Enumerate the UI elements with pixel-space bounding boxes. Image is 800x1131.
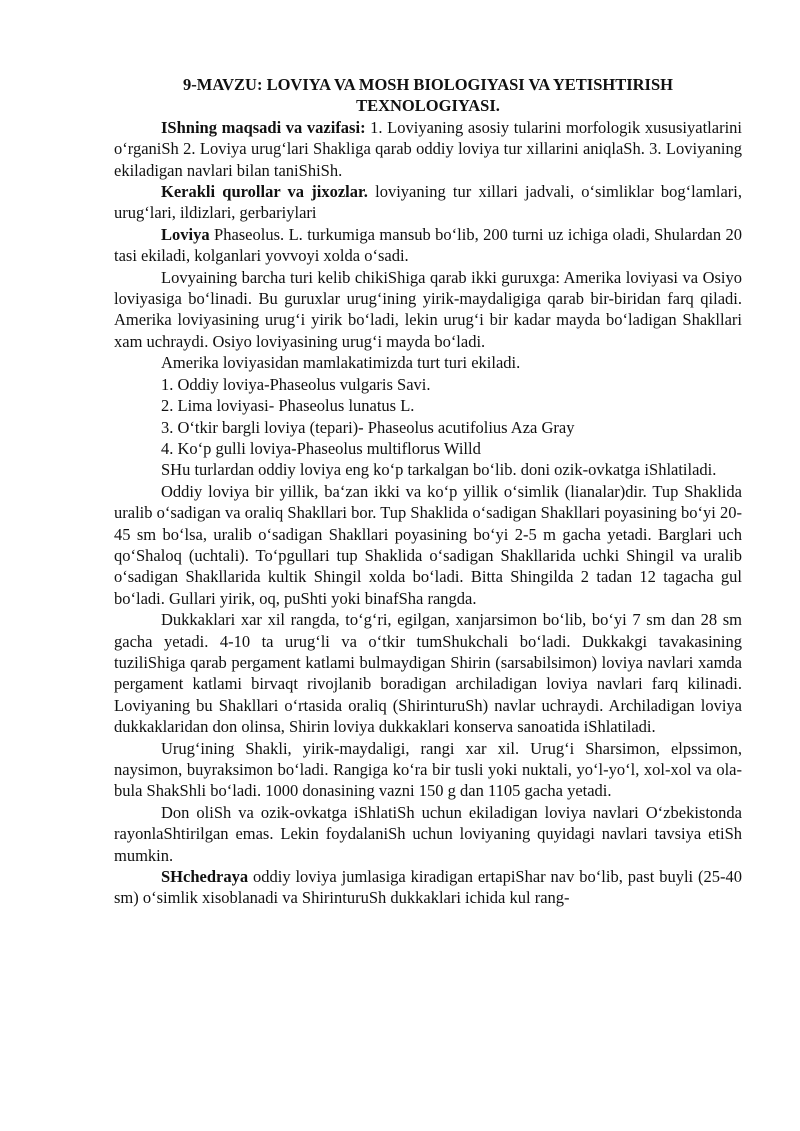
shchedraya-text: oddiy loviya jumlasiga kiradigan ertapiShar nav bo‘lib, past buyli (25-40 sm) o‘simlik xisoblanadi va ShirinturuSh dukkaklari ichida kul rang- [114, 867, 742, 908]
goal-label: IShning maqsadi va vazifasi: [161, 117, 366, 137]
paragraph-don: Don oliSh va ozik-ovkatga iShlatiSh uchun ekiladigan loviya navlari O‘zbekistonda rayonlaShtirilgan emas. Lekin foydalaniSh uchun loviyaning quyidagi navlari tavsiya etiSh mumkin. [114, 802, 742, 865]
document-page [114, 74, 742, 909]
tools-label: Kerakli qurollar va jixozlar. [161, 182, 368, 202]
paragraph-goal [114, 117, 742, 181]
shchedraya-label: SHchedraya [161, 867, 249, 887]
list-item: 3. O‘tkir bargli loviya (tepari)- Phaseolus acutifolius Aza Gray [161, 417, 575, 437]
paragraph-urug: Urug‘ining Shakli, yirik-maydaligi, rangi xar xil. Urug‘i Sharsimon, elpssimon, naysimon, buyraksimon bo‘ladi. Rangiga ko‘ra bir tusli yoki nuktali, yo‘l-yo‘l, xol-xol va ola-bula ShakShli bo‘ladi. 1000 donasining vazni 150 g dan 1105 gacha yetadi. [114, 738, 742, 801]
list-item: 4. Ko‘p gulli loviya-Phaseolus multiflorus Willd [161, 438, 481, 458]
list-item: 2. Lima loviyasi- Phaseolus lunatus L. [161, 396, 415, 416]
tools-text: loviyaning tur xillari jadvali, o‘simliklar bog‘lamlari, urug‘lari, ildizlari, gerbariylari [114, 182, 742, 223]
page-title: 9-MAVZU: LOVIYA VA MOSH BIOLOGIYASI VA YETISHTIRISH TEXNOLOGIYASI. [183, 75, 673, 116]
paragraph-oddiy: Oddiy loviya bir yillik, ba‘zan ikki va ko‘p yillik o‘simlik (lianalar)dir. Tup Shaklida uralib o‘sadigan va oraliq Shakllari bor. Tup Shaklida o‘sadigan Shakllari poyasining bo‘yi 20-45 sm bo‘lsa, uralib o‘sadigan Shakllari poyasining bo‘yi 2-5 m gacha yetadi. Barglari uch qo‘Shaloq (uchtali). To‘pgullari tup Shaklida o‘sadigan Shakllarida uchki Shingil va uralib o‘sadigan Shakllarida kultik Shingil xolda bo‘ladi. Bitta Shingilda 2 tadan 12 tagacha gul bo‘ladi. Gullari yirik, oq, puShti yoki binafSha rangda. [114, 481, 742, 608]
paragraph-tools [114, 181, 742, 224]
paragraph-amerika: Amerika loviyasidan mamlakatimizda turt turi ekiladi. [161, 353, 521, 373]
list-item: 1. Oddiy loviya-Phaseolus vulgaris Savi. [161, 374, 431, 394]
goal-text: 1. Loviyaning asosiy tularini morfologik xususiyatlarini o‘rganiSh 2. Loviya urug‘lari Shakliga qarab oddiy loviya tur xillarini aniqlaSh. 3. Loviyaning ekiladigan navlari bilan taniShiSh. [114, 117, 742, 180]
paragraph-shchedraya [114, 866, 742, 909]
loviya-text: Phaseolus. L. turkumiga mansub bo‘lib, 200 turni uz ichiga oladi, Shulardan 20 tasi ekiladi, kolganlari yovvoyi xolda o‘sadi. [114, 224, 742, 266]
paragraph-loviya [114, 224, 742, 267]
loviya-label: Loviya [161, 224, 210, 244]
paragraph-shu: SHu turlardan oddiy loviya eng ko‘p tarkalgan bo‘lib. doni ozik-ovkatga iShlatiladi. [161, 460, 717, 480]
species-list [114, 352, 742, 459]
paragraph-groups: Lovyaining barcha turi kelib chikiShiga qarab ikki guruxga: Amerika loviyasi va Osiyo loviyasiga bo‘linadi. Bu guruxlar urug‘ining yirik-maydaligiga qarab bir-biridan farq qiladi. Amerika loviyasining urug‘i yirik bo‘ladi, lekin urug‘i bir kadar mayda bo‘ladigan Shakllari xam uchraydi. Osiyo loviyasining urug‘i mayda bo‘ladi. [114, 267, 742, 351]
paragraph-dukkak: Dukkaklari xar xil rangda, to‘g‘ri, egilgan, xanjarsimon bo‘lib, bo‘yi 7 sm dan 28 sm gacha yetadi. 4-10 ta urug‘li va o‘tkir tumShukchali bo‘ladi. Dukkakgi tavakasining tuziliShiga qarab pergament katlami bulmaydigan Shirin (sarsabilsimon) loviya navlari xamda pergament katlami birvaqt rivojlanib boradigan archiladigan loviya navlari farq kilinadi. Loviyaning bu Shakllari o‘rtasida oraliq (ShirinturuSh) navlar uchraydi. Archiladigan loviya dukkaklaridan don olinsa, Shirin loviya dukkaklari konserva sanoatida iShlatiladi. [114, 610, 742, 737]
